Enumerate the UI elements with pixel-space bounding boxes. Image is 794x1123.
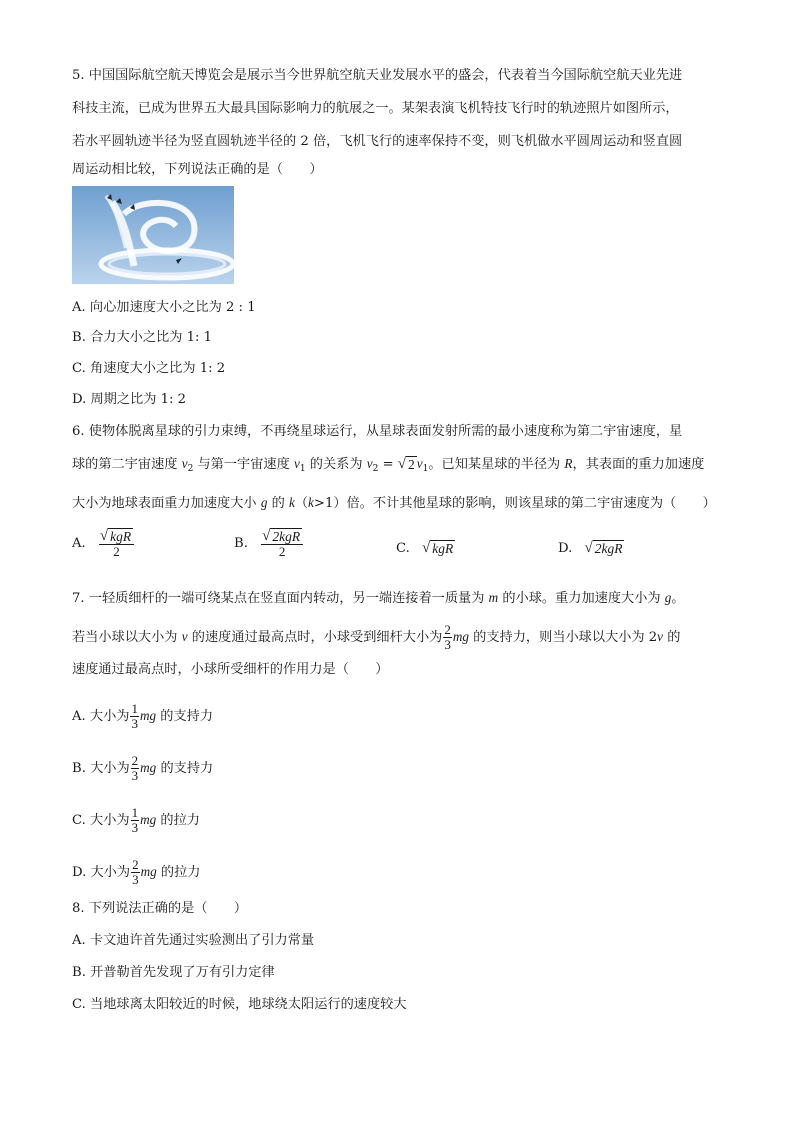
q6-option-a: A. √ kgR 2: [72, 528, 135, 559]
q5-line-1: 5. 中国国际航空航天博览会是展示当今世界航空航天业发展水平的盛会，代表着当今国际航空航天业先进: [72, 68, 683, 83]
q7-option-b: B. 大小为 $\frac{2}{3}$ mg 的支持力: [72, 753, 214, 783]
q5-option-d: D. 周期之比为 1: 2: [72, 392, 187, 407]
q5-option-c: C. 角速度大小之比为 1: 2: [72, 361, 226, 376]
airshow-trail-photo: [72, 186, 234, 284]
q5-option-b: B. 合力大小之比为 1: 1: [72, 330, 212, 345]
q7-line-2: 若当小球以大小为 v 的速度通过最高点时，小球受到细杆大小为 $\frac{2}{3}$ mg 的支持力，则当小球以大小为 2v 的: [72, 622, 681, 652]
q8-option-a: A. 卡文迪许首先通过实验测出了引力常量: [72, 933, 315, 948]
q5-line-2: 科技主流，已成为世界五大最具国际影响力的航展之一。某架表演飞机特技飞行时的轨迹照片如图所示，: [72, 101, 679, 116]
q7-line-3: 速度通过最高点时，小球所受细杆的作用力是（ ）: [72, 662, 389, 677]
q5-option-a: A. 向心加速度大小之比为 2 : 1: [72, 300, 256, 315]
q6-line-3: 大小为地球表面重力加速度大小 g 的 k（k>1）倍。不计其他星球的影响，则该星球的第二宇宙速度为（ ）: [72, 495, 716, 511]
q6-option-b: B. √ 2kgR 2: [234, 528, 304, 559]
q7-option-d: D. 大小为 $\frac{2}{3}$ mg 的拉力: [72, 857, 201, 887]
q8-option-c: C. 当地球离太阳较近的时候，地球绕太阳运行的速度较大: [72, 997, 407, 1012]
q6-option-d: D. √ 2kgR: [558, 540, 623, 556]
q6-relation-formula: $v_2$ = √ 2 $v_1$: [366, 456, 429, 474]
q7-option-c: C. 大小为 $\frac{1}{3}$ mg 的拉力: [72, 805, 200, 835]
q6-line-1: 6. 使物体脱离星球的引力束缚，不再绕星球运行，从星球表面发射所需的最小速度称为第二宇宙速度，星: [72, 424, 683, 439]
q5-line-4: 周运动相比较，下列说法正确的是（ ）: [72, 162, 323, 177]
q7-option-a: A. 大小为 $\frac{1}{3}$ mg 的支持力: [72, 701, 214, 731]
q6-line-2: 球的第二宇宙速度 $v_2$ 与第一宇宙速度 $v_1$ 的关系为 $v_2$ = √ 2 $v_1$。已知某星球的半径为 R，其表面的重力加速度: [72, 456, 705, 474]
q8-stem: 8. 下列说法正确的是（ ）: [72, 901, 248, 916]
q8-option-b: B. 开普勒首先发现了万有引力定律: [72, 965, 275, 980]
q5-line-3: 若水平圆轨迹半径为竖直圆轨迹半径的 2 倍，飞机飞行的速率保持不变，则飞机做水平圆周运动和竖直圆: [72, 134, 683, 149]
q7-line-1: 7. 一轻质细杆的一端可绕某点在竖直面内转动，另一端连接着一质量为 m 的小球。重力加速度大小为 g。: [72, 590, 685, 606]
q6-option-c: C. √ kgR: [396, 540, 454, 556]
